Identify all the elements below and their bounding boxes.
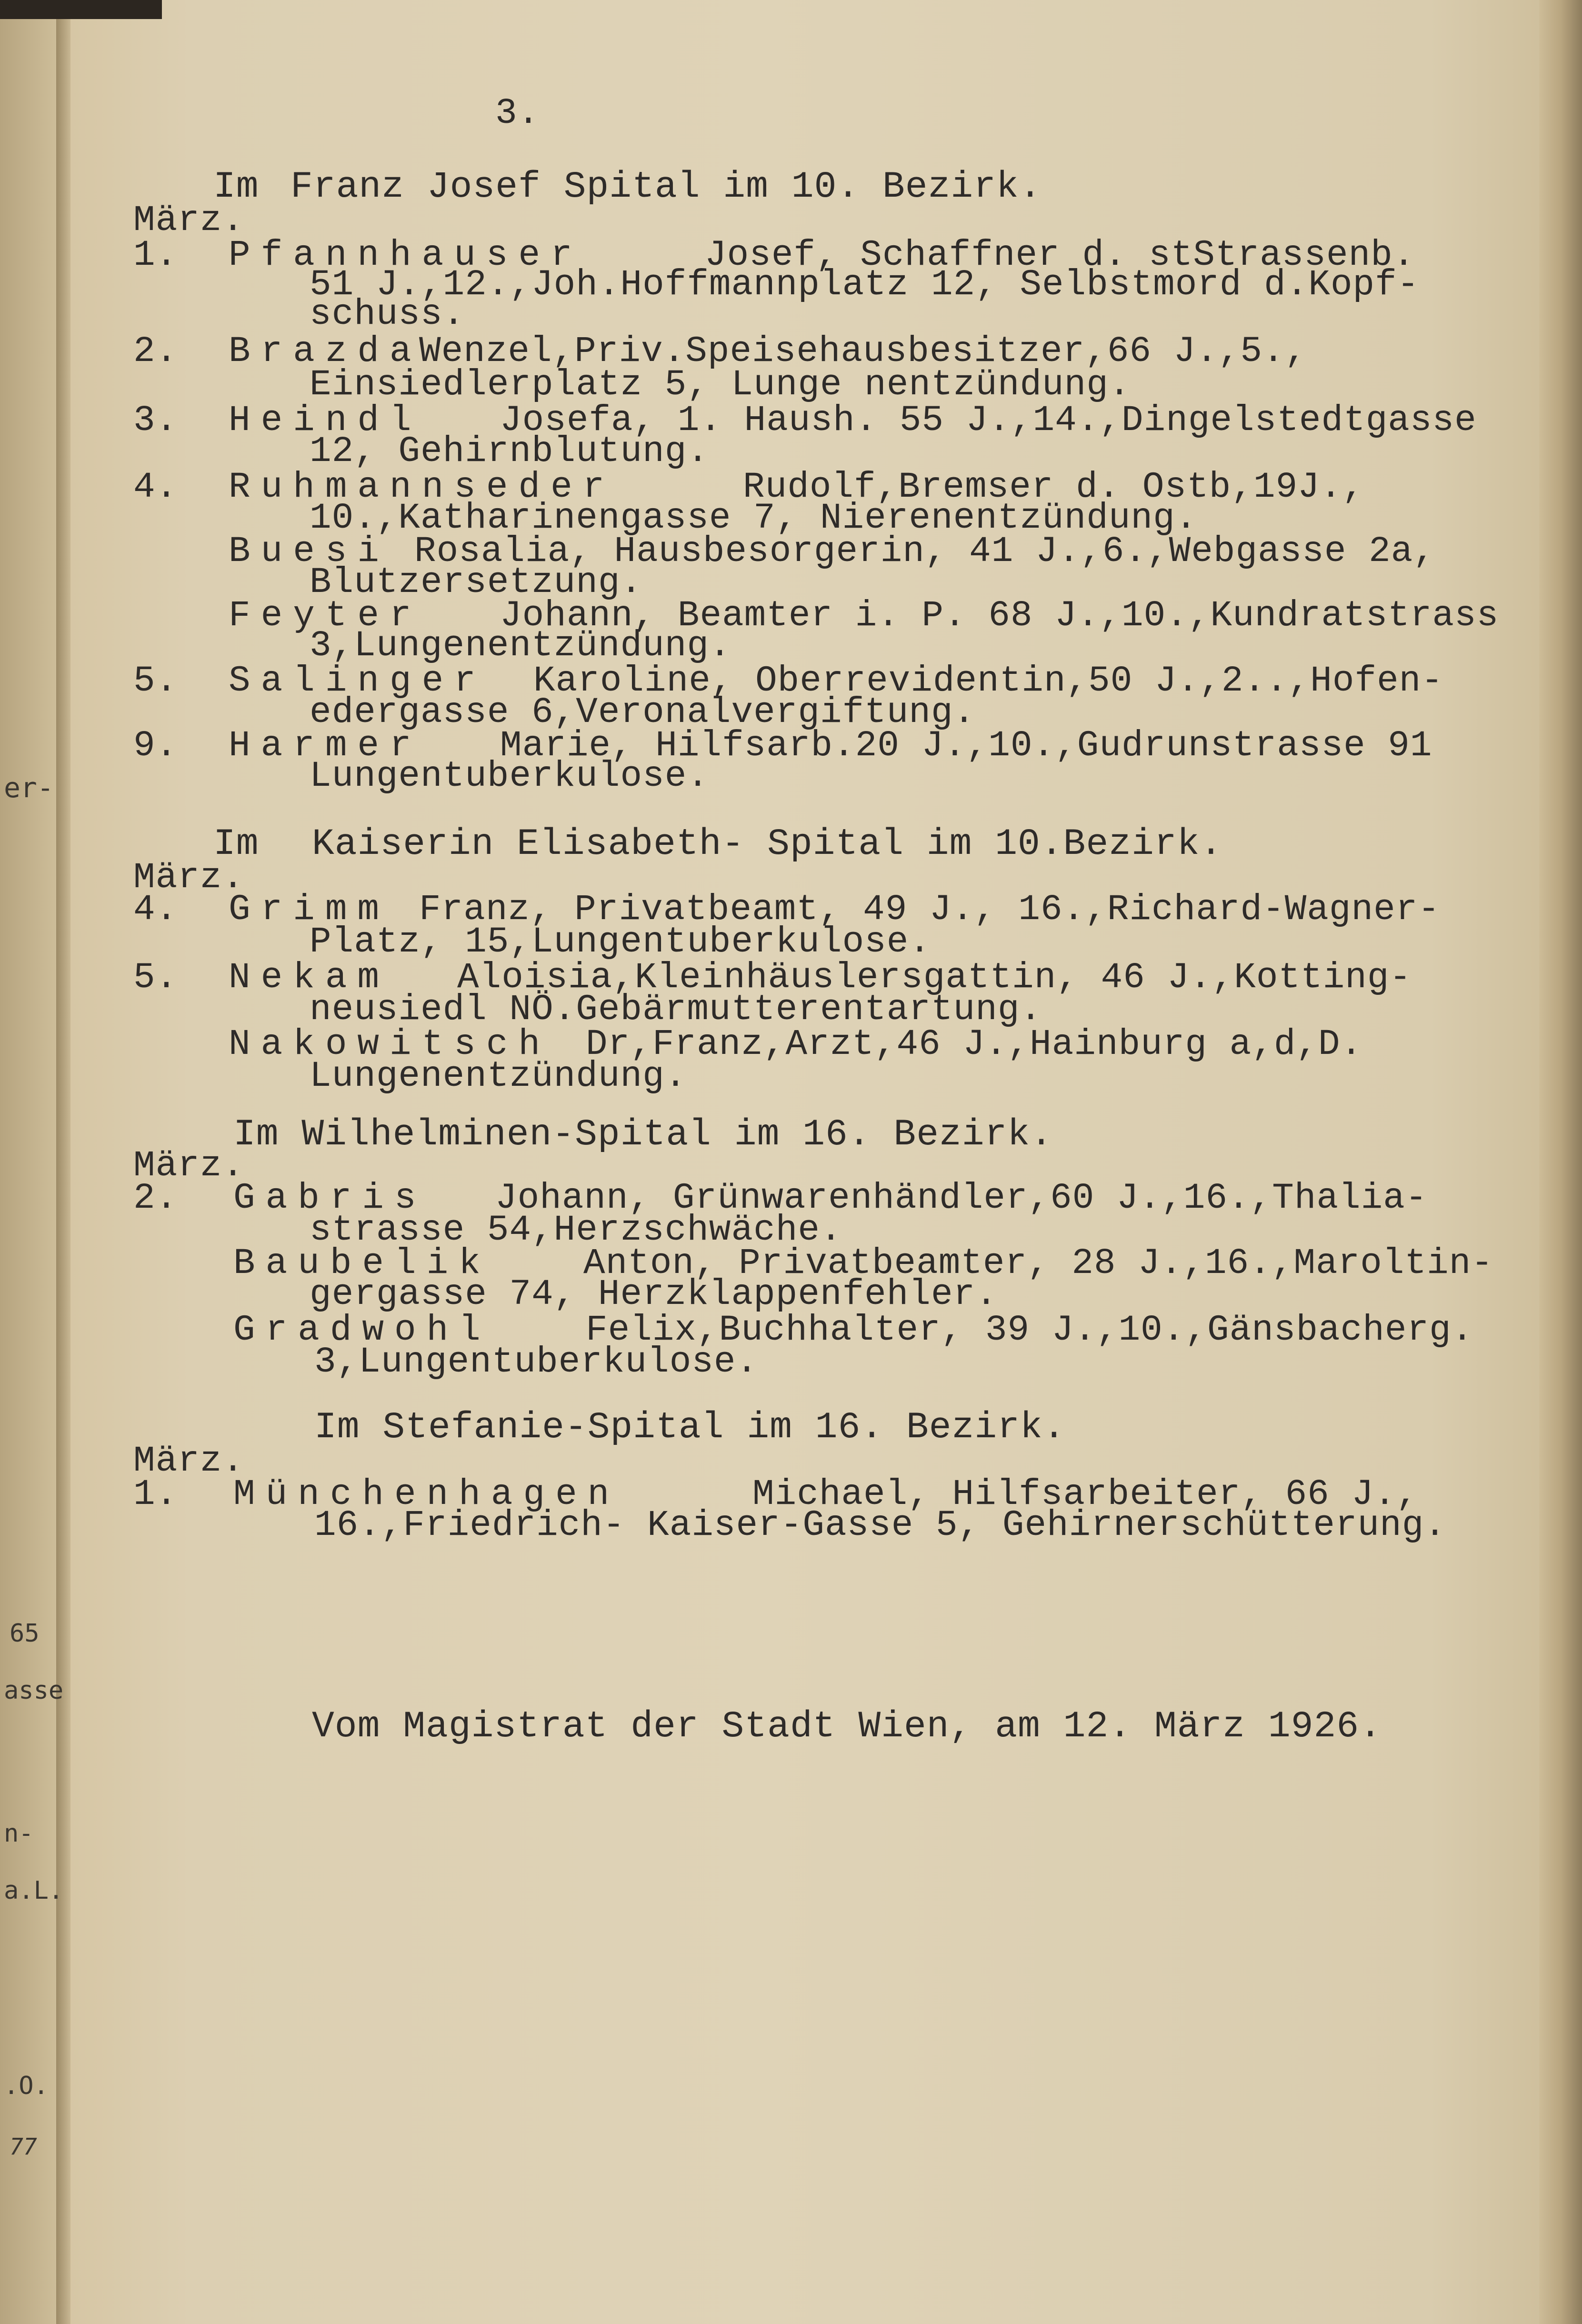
entry-surname: Brazda bbox=[229, 331, 422, 372]
entry-detail: Lungentuberkulose. bbox=[310, 756, 709, 797]
entry-detail: schuss. bbox=[310, 294, 465, 335]
entry-detail: edergasse 6,Veronalvergiftung. bbox=[310, 692, 976, 733]
month-label: März. bbox=[133, 857, 245, 898]
entry-detail: Blutzersetzung. bbox=[310, 562, 643, 603]
margin-fragment: 65 bbox=[10, 1619, 40, 1648]
entry-detail: Rosalia, Hausbesorgerin, 41 J.,6.,Webgasse 2a, bbox=[414, 531, 1435, 572]
section-heading: Im Stefanie-Spital im 16. Bezirk. bbox=[314, 1407, 1066, 1449]
section-heading-prefix: Im bbox=[213, 166, 259, 208]
entry-detail: 51 J.,12.,Joh.Hoffmannplatz 12, Selbstmord d.Kopf- bbox=[310, 264, 1420, 305]
entry-detail: Felix,Buchhalter, 39 J.,10.,Gänsbacherg. bbox=[586, 1310, 1474, 1351]
entry-surname: Buesi bbox=[229, 531, 390, 572]
entry-detail: 3,Lungentuberkulose. bbox=[314, 1342, 759, 1382]
entry-number: 1. bbox=[133, 235, 178, 276]
entry-detail: Rudolf,Bremser d. Ostb,19J., bbox=[743, 467, 1365, 508]
entry-detail: Platz, 15,Lungentuberkulose. bbox=[310, 922, 931, 962]
entry-surname: Gabris bbox=[233, 1178, 427, 1219]
margin-fragment: 77 bbox=[10, 2134, 37, 2160]
entry-detail: Dr,Franz,Arzt,46 J.,Hainburg a,d,D. bbox=[586, 1024, 1363, 1065]
entry-detail: 16.,Friedrich- Kaiser-Gasse 5, Gehirnerschütterung. bbox=[314, 1505, 1446, 1546]
entry-surname: Harmer bbox=[229, 725, 422, 766]
section-heading: Kaiserin Elisabeth- Spital im 10.Bezirk. bbox=[312, 823, 1223, 865]
margin-fragment: er- bbox=[4, 771, 54, 804]
entry-detail: Wenzel,Priv.Speisehausbesitzer,66 J.,5., bbox=[419, 331, 1307, 372]
closing-line: Vom Magistrat der Stadt Wien, am 12. März 1926. bbox=[312, 1706, 1382, 1748]
entry-detail: strasse 54,Herzschwäche. bbox=[310, 1210, 842, 1251]
entry-detail: gergasse 74, Herzklappenfehler. bbox=[310, 1274, 998, 1315]
month-label: März. bbox=[133, 1441, 245, 1482]
entry-number: 1. bbox=[133, 1474, 178, 1515]
entry-surname: Feyter bbox=[229, 595, 422, 636]
binding-fold bbox=[56, 0, 70, 2324]
entry-surname: Gradwohl bbox=[233, 1310, 491, 1351]
entry-detail: Marie, Hilfsarb.20 J.,10.,Gudrunstrasse 91 bbox=[500, 725, 1432, 766]
entry-surname: Ruhmannseder bbox=[229, 467, 615, 508]
entry-detail: Franz, Privatbeamt, 49 J., 16.,Richard-Wagner- bbox=[419, 889, 1440, 930]
entry-surname: Salinger bbox=[229, 661, 486, 701]
section-heading: Im Wilhelminen-Spital im 16. Bezirk. bbox=[233, 1114, 1053, 1156]
entry-surname: Grimm bbox=[229, 889, 390, 930]
entry-number: 5. bbox=[133, 957, 178, 998]
entry-number: 5. bbox=[133, 661, 178, 701]
entry-detail: Johann, Grünwarenhändler,60 J.,16.,Thalia- bbox=[495, 1178, 1428, 1219]
margin-fragment: asse bbox=[4, 1676, 64, 1705]
entry-detail: Johann, Beamter i. P. 68 J.,10.,Kundratstrass bbox=[500, 595, 1499, 636]
section-heading-prefix: Im bbox=[213, 823, 259, 865]
entry-number: 2. bbox=[133, 1178, 178, 1219]
entry-detail: Lungenentzündung. bbox=[310, 1056, 687, 1097]
margin-fragment: a.L. bbox=[4, 1876, 64, 1905]
entry-detail: Anton, Privatbeamter, 28 J.,16.,Maroltin- bbox=[583, 1243, 1493, 1284]
entry-detail: Einsiedlerplatz 5, Lunge nentzündung. bbox=[310, 364, 1131, 405]
entry-surname: Nakowitsch bbox=[229, 1024, 551, 1065]
entry-detail: Josefa, 1. Haush. 55 J.,14.,Dingelstedtgasse bbox=[500, 400, 1477, 441]
entry-detail: neusiedl NÖ.Gebärmutterentartung. bbox=[310, 989, 1042, 1030]
entry-surname: Nekam bbox=[229, 957, 390, 998]
page-right-edge bbox=[1539, 0, 1582, 2324]
entry-number: 3. bbox=[133, 400, 178, 441]
entry-surname: Pfannhauser bbox=[229, 235, 583, 276]
entry-number: 9. bbox=[133, 725, 178, 766]
entry-detail: Michael, Hilfsarbeiter, 66 J., bbox=[752, 1474, 1419, 1515]
page-number: 3. bbox=[495, 93, 540, 134]
entry-surname: Münchenhagen bbox=[233, 1474, 620, 1515]
entry-surname: Heindl bbox=[229, 400, 422, 441]
entry-surname: Baubelik bbox=[233, 1243, 491, 1284]
entry-detail: Aloisia,Kleinhäuslersgattin, 46 J.,Kotting- bbox=[457, 957, 1412, 998]
entry-detail: 12, Gehirnblutung. bbox=[310, 431, 709, 472]
margin-fragment: n- bbox=[4, 1819, 34, 1848]
month-label: März. bbox=[133, 1145, 245, 1186]
entry-number: 2. bbox=[133, 331, 178, 372]
previous-page-edge bbox=[0, 0, 57, 2324]
binding-tape bbox=[0, 0, 162, 19]
entry-detail: 10.,Katharinengasse 7, Nierenentzündung. bbox=[310, 498, 1198, 539]
entry-number: 4. bbox=[133, 467, 178, 508]
entry-detail: 3,Lungenentzündung. bbox=[310, 625, 731, 666]
month-label: März. bbox=[133, 200, 245, 241]
entry-detail: Josef, Schaffner d. stStrassenb. bbox=[705, 235, 1415, 276]
margin-fragment: .O. bbox=[4, 2072, 49, 2100]
entry-number: 4. bbox=[133, 889, 178, 930]
entry-detail: Karoline, Oberrevidentin,50 J.,2..,Hofen- bbox=[533, 661, 1443, 701]
section-heading: Franz Josef Spital im 10. Bezirk. bbox=[290, 166, 1042, 208]
